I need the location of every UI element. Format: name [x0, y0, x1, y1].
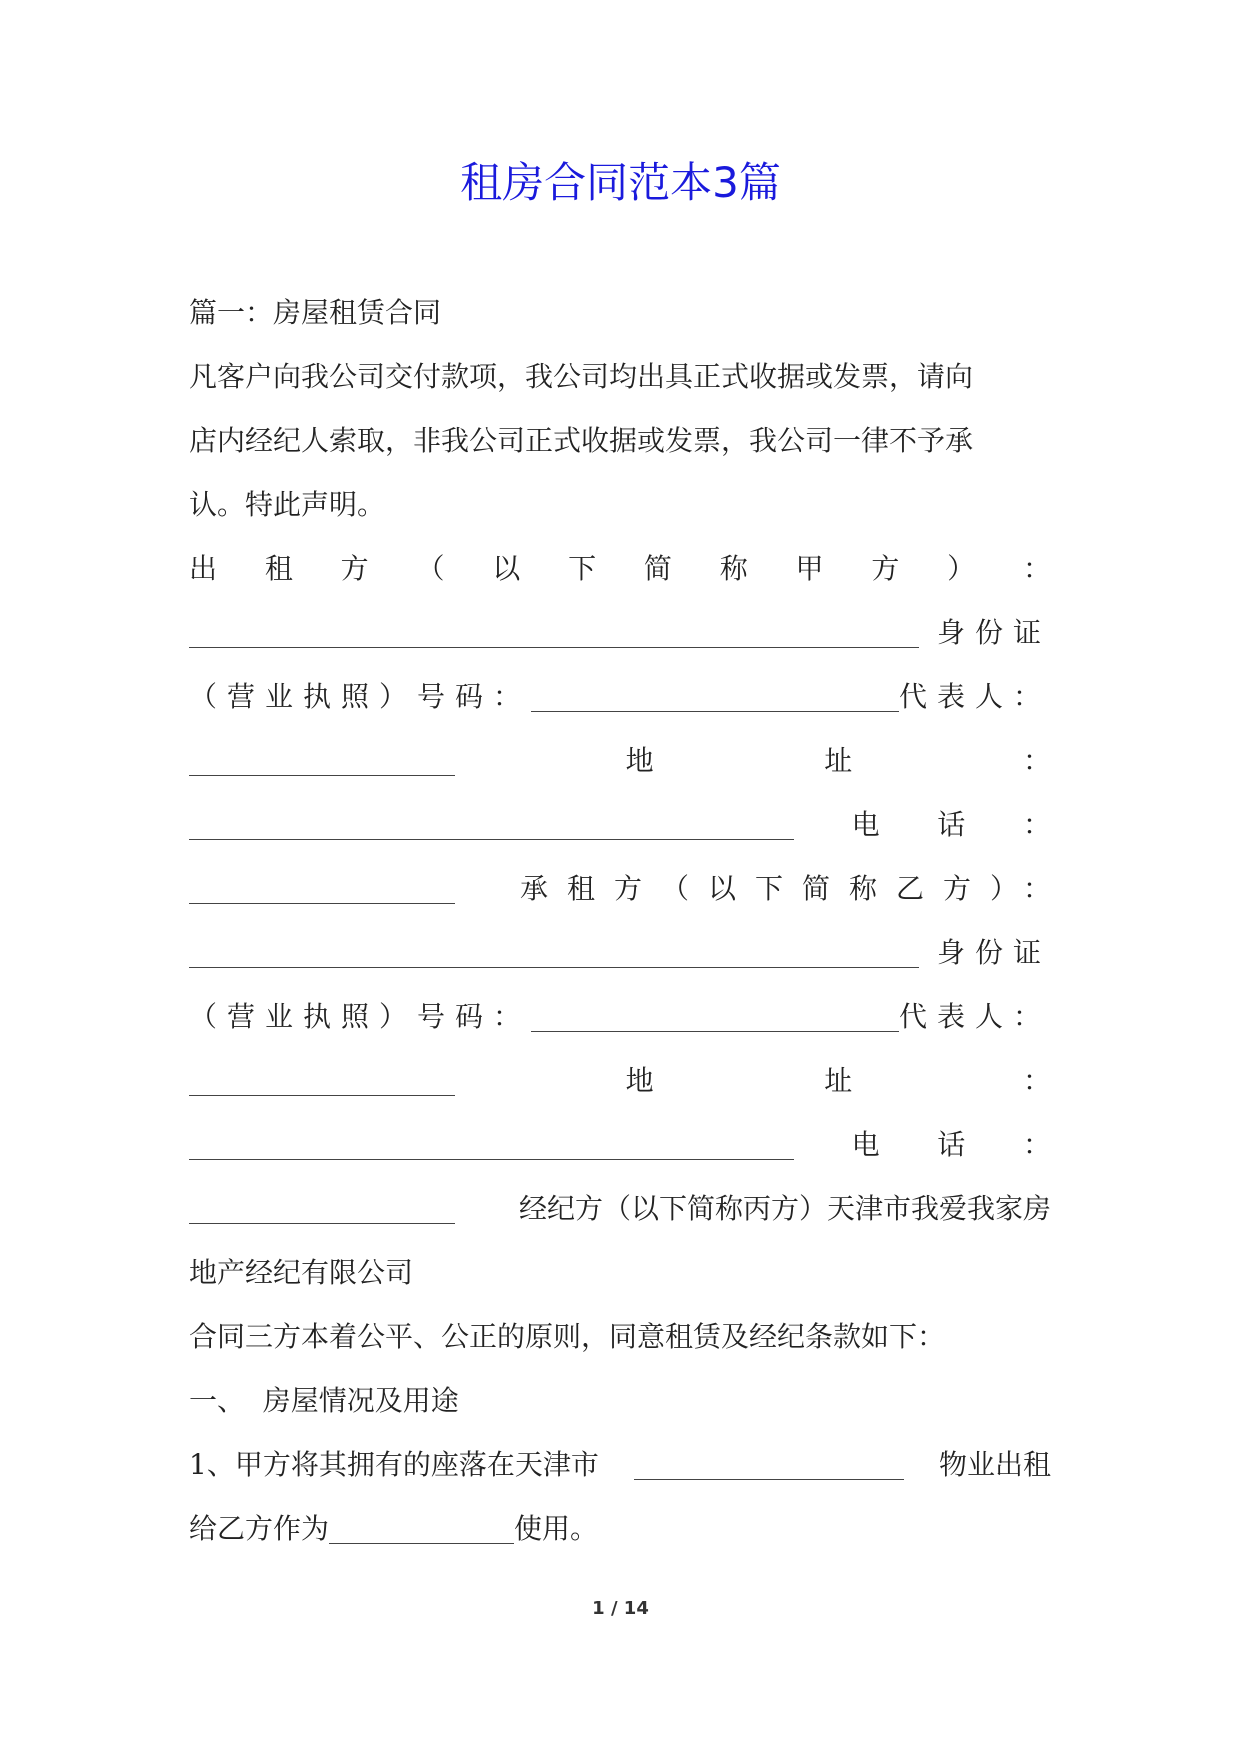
- clause-1-heading: 一、 房屋情况及用途: [189, 1384, 459, 1417]
- party-b-license-row: [189, 994, 1051, 1040]
- clause-1-1-text-b: 物业出租: [938, 1448, 1051, 1481]
- party-b-phone-row: [189, 1122, 1051, 1168]
- party-b-phone-blank[interactable]: [189, 1193, 455, 1224]
- phone-char: 话: [937, 808, 966, 841]
- party-a-char: 租: [264, 552, 293, 585]
- party-b-rep-blank[interactable]: [189, 1065, 455, 1096]
- address-char: 地: [625, 1064, 654, 1097]
- party-a-label: [189, 546, 1051, 592]
- id-card-label: 身份证: [936, 616, 1051, 649]
- clause-1-1-text-c: 给乙方作为: [189, 1512, 330, 1545]
- address-char: 地: [625, 744, 654, 777]
- phone-char: 话: [937, 1128, 966, 1161]
- broker-row: [189, 1186, 1051, 1232]
- notice-line-3: 认。特此声明。: [189, 488, 386, 521]
- id-card-label: 身份证: [936, 936, 1051, 969]
- clause-1-1-cont-row: [189, 1506, 1051, 1552]
- party-a-name-blank[interactable]: [189, 617, 919, 648]
- section-heading: 篇一：房屋租赁合同: [189, 296, 442, 329]
- representative-label: 代表人：: [898, 680, 1051, 713]
- phone-char: 电: [851, 808, 880, 841]
- property-location-blank[interactable]: [634, 1449, 904, 1480]
- usage-purpose-blank[interactable]: [329, 1513, 514, 1544]
- party-a-char: ：: [1022, 552, 1051, 585]
- party-b-label-row: [189, 866, 1070, 912]
- page-number: 1 / 14: [592, 1598, 649, 1619]
- party-a-phone-row: [189, 802, 1051, 848]
- party-a-char: 称: [719, 552, 748, 585]
- notice-line-2: 店内经纪人索取，非我公司正式收据或发票，我公司一律不予承: [189, 424, 974, 457]
- party-a-char: ）: [947, 552, 976, 585]
- license-label: （营业执照）号码：: [189, 1000, 532, 1033]
- party-a-char: 甲: [795, 552, 824, 585]
- party-a-phone-blank[interactable]: [189, 873, 455, 904]
- phone-char: ：: [1022, 808, 1051, 841]
- party-b-address-blank[interactable]: [189, 1129, 794, 1160]
- party-a-char: （: [416, 552, 445, 585]
- representative-label: 代表人：: [898, 1000, 1051, 1033]
- party-a-char: 出: [189, 552, 218, 585]
- address-char: 址: [824, 744, 853, 777]
- notice-line-1: 凡客户向我公司交付款项，我公司均出具正式收据或发票，请向: [189, 360, 974, 393]
- phone-char: ：: [1022, 1128, 1051, 1161]
- party-a-id-row: [189, 610, 1051, 656]
- address-char: ：: [1022, 744, 1051, 777]
- phone-char: 电: [851, 1128, 880, 1161]
- party-a-license-blank[interactable]: [531, 681, 899, 712]
- party-a-char: 以: [492, 552, 521, 585]
- party-a-char: 方: [340, 552, 369, 585]
- document-title: 租房合同范本3篇: [460, 158, 781, 207]
- party-b-name-blank[interactable]: [189, 937, 919, 968]
- address-char: 址: [824, 1064, 853, 1097]
- clause-1-1-row: [189, 1442, 1051, 1488]
- broker-label: 经纪方（以下简称丙方）天津市我爱我家房: [518, 1192, 1051, 1225]
- party-a-license-row: [189, 674, 1051, 720]
- party-a-address-row: [189, 738, 1051, 784]
- broker-label-cont: 地产经纪有限公司: [189, 1256, 414, 1289]
- party-b-label: 承租方（以下简称乙方）：: [519, 872, 1070, 905]
- agreement-intro: 合同三方本着公平、公正的原则，同意租赁及经纪条款如下：: [189, 1320, 946, 1353]
- clause-1-1-text-d: 使用。: [514, 1512, 599, 1545]
- clause-1-1-text-a: 1、甲方将其拥有的座落在天津市: [189, 1448, 599, 1481]
- party-a-char: 简: [643, 552, 672, 585]
- party-a-address-blank[interactable]: [189, 809, 794, 840]
- party-b-id-row: [189, 930, 1051, 976]
- address-char: ：: [1022, 1064, 1051, 1097]
- party-a-rep-blank[interactable]: [189, 745, 455, 776]
- party-a-char: 下: [568, 552, 597, 585]
- license-label: （营业执照）号码：: [189, 680, 532, 713]
- party-a-char: 方: [871, 552, 900, 585]
- party-b-address-row: [189, 1058, 1051, 1104]
- party-b-license-blank[interactable]: [531, 1001, 899, 1032]
